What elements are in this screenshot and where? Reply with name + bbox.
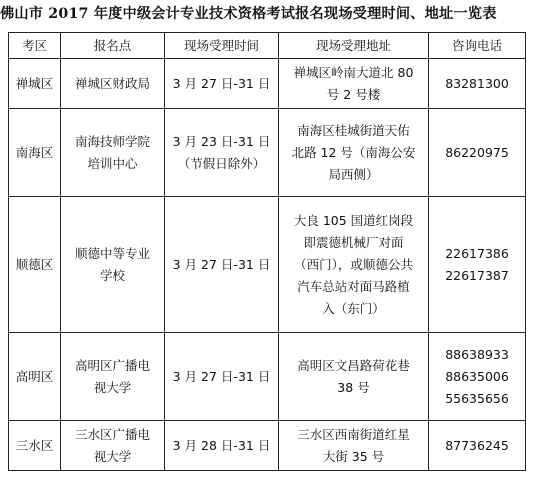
cell-address-line: 禅城区岭南大道北 80: [293, 64, 414, 80]
cell-district: 南海区: [9, 109, 61, 197]
cell-site: [61, 333, 165, 421]
cell-phone-line: 55635656: [445, 390, 509, 406]
cell-time-line: 3 月 27 日-31 日: [172, 75, 271, 91]
cell-address-line: （西门），或顺德公共: [294, 256, 413, 272]
cell-phone-line: 86220975: [445, 144, 509, 160]
cell-phone: [429, 59, 526, 109]
cell-phone-line: 22617386: [445, 245, 509, 261]
cell-address-line: 汽车总站对面马路植: [297, 278, 410, 294]
cell-time-line: 3 月 23 日-31 日: [172, 133, 271, 149]
table-row: [9, 197, 526, 333]
cell-address-line: 38 号: [337, 379, 370, 395]
table-body: [9, 59, 526, 471]
registration-table: [8, 32, 526, 471]
cell-phone-line: 83281300: [445, 75, 509, 91]
cell-address-line: 局西侧）: [328, 166, 379, 182]
cell-time: [165, 109, 279, 197]
cell-site: [61, 197, 165, 333]
cell-phone: [429, 333, 526, 421]
cell-site-line: 三水区广播电: [74, 426, 150, 442]
cell-phone-line: 87736245: [445, 437, 509, 453]
table-row: [9, 109, 526, 197]
cell-district: 顺德区: [9, 197, 61, 333]
cell-phone: [429, 197, 526, 333]
cell-time: [165, 421, 279, 471]
cell-time: [165, 197, 279, 333]
cell-address-line: 北路 12 号（南海公安: [291, 144, 416, 160]
cell-site-line: 南海技师学院: [74, 133, 150, 149]
cell-phone-line: 22617387: [445, 267, 509, 283]
cell-address-line: 大街 35 号: [322, 448, 385, 464]
cell-site-line: 禅城区财政局: [74, 75, 150, 91]
cell-time: [165, 333, 279, 421]
cell-time-line: 3 月 28 日-31 日: [172, 437, 271, 453]
cell-time-line: 3 月 27 日-31 日: [172, 368, 271, 384]
cell-phone: [429, 421, 526, 471]
cell-address-line: 入（东门）: [322, 300, 385, 316]
cell-site: [61, 421, 165, 471]
cell-site: [61, 109, 165, 197]
cell-address: [279, 421, 429, 471]
table-row: [9, 421, 526, 471]
cell-site-line: 高明区广播电: [74, 357, 150, 373]
cell-phone: [429, 109, 526, 197]
cell-phone-line: 88638933: [445, 346, 509, 362]
cell-district: 三水区: [9, 421, 61, 471]
cell-site-line: 视大学: [93, 448, 132, 464]
cell-address: [279, 333, 429, 421]
cell-address-line: 三水区西南街道红星: [297, 426, 410, 442]
cell-address: [279, 197, 429, 333]
cell-site-line: 培训中心: [87, 155, 138, 171]
cell-address-line: 南海区桂城街道天佑: [297, 122, 410, 138]
cell-address-line: 即震德机械厂对面: [303, 234, 404, 250]
header-site: 报名点: [61, 33, 165, 59]
table-row: [9, 333, 526, 421]
cell-address: [279, 109, 429, 197]
header-time: 现场受理时间: [165, 33, 279, 59]
cell-phone-line: 88635006: [445, 368, 509, 384]
cell-time: [165, 59, 279, 109]
header-district: 考区: [9, 33, 61, 59]
cell-district: 禅城区: [9, 59, 61, 109]
cell-address-line: 号 2 号楼: [326, 86, 381, 102]
page-title: 佛山市 2017 年度中级会计专业技术资格考试报名现场受理时间、地址一览表: [0, 6, 497, 22]
cell-address-line: 大良 105 国道红岗段: [293, 212, 414, 228]
cell-time-line: （节假日除外）: [177, 155, 266, 171]
cell-district: 高明区: [9, 333, 61, 421]
cell-site-line: 顺德中等专业: [74, 245, 150, 261]
header-address: 现场受理地址: [279, 33, 429, 59]
table-header-row: [9, 33, 526, 59]
cell-address: [279, 59, 429, 109]
header-phone: 咨询电话: [429, 33, 526, 59]
cell-address-line: 高明区文昌路荷花巷: [297, 357, 410, 373]
cell-site-line: 视大学: [93, 379, 132, 395]
cell-site-line: 学校: [99, 267, 125, 283]
table-row: [9, 59, 526, 109]
cell-time-line: 3 月 27 日-31 日: [172, 256, 271, 272]
cell-site: [61, 59, 165, 109]
